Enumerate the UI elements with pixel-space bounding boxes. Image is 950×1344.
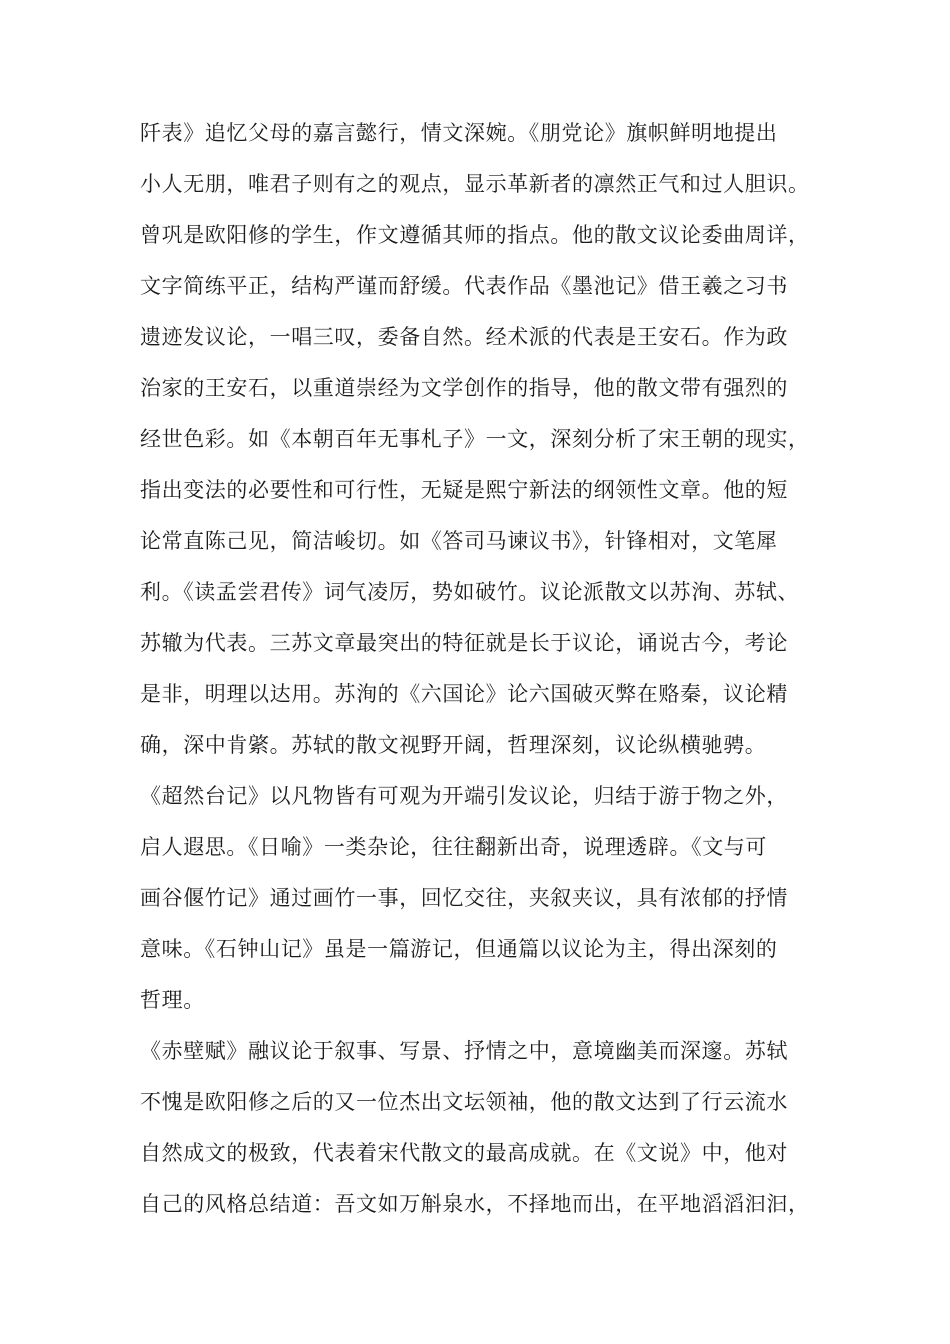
text-line: 《超然台记》以凡物皆有可观为开端引发议论，归结于游于物之外， [140,784,788,808]
text-line: 哲理。 [140,988,205,1012]
text-line: 小人无朋，唯君子则有之的观点，显示革新者的凛然正气和过人胆识。 [140,172,810,196]
text-line: 文字简练平正，结构严谨而舒缓。代表作品《墨池记》借王羲之习书 [140,274,788,298]
text-line: 阡表》追忆父母的嘉言懿行，情文深婉。《朋党论》旗帜鲜明地提出 [140,121,778,145]
text-line: 意味。《石钟山记》虽是一篇游记，但通篇以议论为主，得出深刻的 [140,937,778,961]
text-line: 治家的王安石，以重道崇经为文学创作的指导，他的散文带有强烈的 [140,376,788,400]
text-line: 启人遐思。《日喻》一类杂论，往往翻新出奇，说理透辟。《文与可 [140,835,767,859]
text-line: 指出变法的必要性和可行性，无疑是熙宁新法的纲领性文章。他的短 [140,478,788,502]
text-line: 论常直陈己见，简洁峻切。如《答司马谏议书》，针锋相对，文笔犀 [140,529,778,553]
text-line: 曾巩是欧阳修的学生，作文遵循其师的指点。他的散文议论委曲周详， [140,223,810,247]
text-line: 遗迹发议论，一唱三叹，委备自然。经术派的代表是王安石。作为政 [140,325,788,349]
text-line: 是非，明理以达用。苏洵的《六国论》论六国破灭弊在赂秦，议论精 [140,682,788,706]
text-line: 自己的风格总结道：吾文如万斛泉水，不择地而出，在平地滔滔汩汩， [140,1192,810,1216]
text-line: 苏辙为代表。三苏文章最突出的特征就是长于议论，诵说古今，考论 [140,631,788,655]
text-line: 画谷偃竹记》通过画竹一事，回忆交往，夹叙夹议，具有浓郁的抒情 [140,886,788,910]
text-line: 自然成文的极致，代表着宋代散文的最高成就。在《文说》中，他对 [140,1141,788,1165]
text-line: 经世色彩。如《本朝百年无事札子》一文，深刻分析了宋王朝的现实， [140,427,810,451]
text-line: 不愧是欧阳修之后的又一位杰出文坛领袖，他的散文达到了行云流水 [140,1090,788,1114]
text-line: 确，深中肯綮。苏轼的散文视野开阔，哲理深刻，议论纵横驰骋。 [140,733,767,757]
text-line: 利。《读孟尝君传》词气凌厉，势如破竹。议论派散文以苏洵、苏轼、 [140,580,800,604]
text-line: 《赤壁赋》融议论于叙事、写景、抒情之中，意境幽美而深邃。苏轼 [140,1039,788,1063]
